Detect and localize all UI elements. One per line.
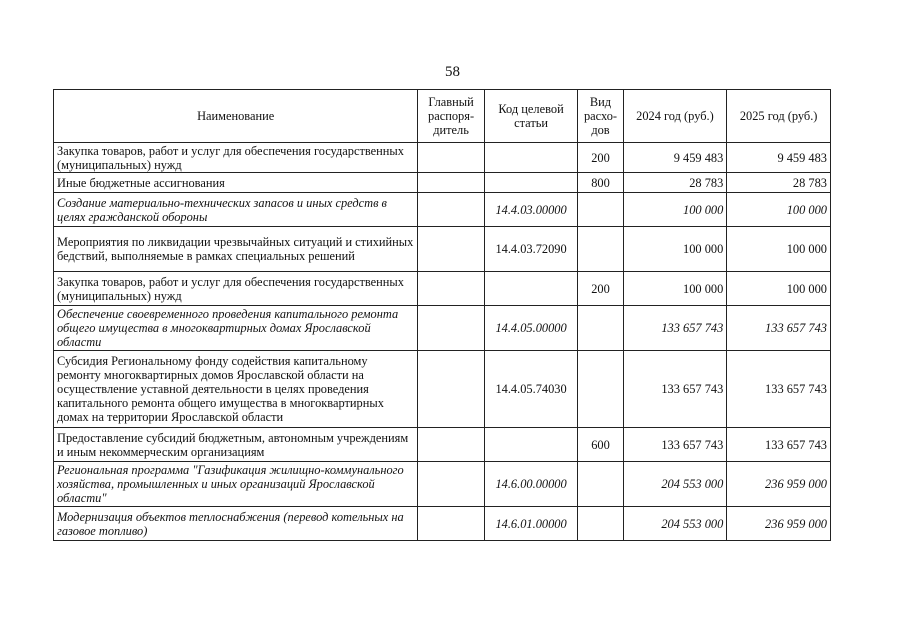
cell-2024: 204 553 000 bbox=[623, 507, 727, 541]
cell-type bbox=[578, 193, 623, 227]
header-main-admin: Главный распоря-дитель bbox=[418, 90, 484, 143]
header-name: Наименование bbox=[54, 90, 418, 143]
cell-name: Иные бюджетные ассигнования bbox=[54, 173, 418, 193]
table-row bbox=[54, 143, 831, 173]
cell-2024: 28 783 bbox=[623, 173, 727, 193]
header-target-code: Код целевой статьи bbox=[484, 90, 578, 143]
cell-type: 200 bbox=[578, 143, 623, 173]
header-expense-type: Вид расхо-дов bbox=[578, 90, 623, 143]
cell-main-admin bbox=[418, 173, 484, 193]
cell-2024: 204 553 000 bbox=[623, 462, 727, 507]
cell-code: 14.4.03.00000 bbox=[484, 193, 578, 227]
table-row bbox=[54, 351, 831, 428]
cell-2025: 100 000 bbox=[727, 193, 831, 227]
cell-2024: 133 657 743 bbox=[623, 428, 727, 462]
cell-main-admin bbox=[418, 306, 484, 351]
cell-code bbox=[484, 428, 578, 462]
cell-name: Закупка товаров, работ и услуг для обеспечения государственных (муниципальных) нужд bbox=[54, 143, 418, 173]
cell-name: Модернизация объектов теплоснабжения (перевод котельных на газовое топливо) bbox=[54, 507, 418, 541]
cell-name: Создание материально-технических запасов и иных средств в целях гражданской обороны bbox=[54, 193, 418, 227]
cell-name: Мероприятия по ликвидации чрезвычайных ситуаций и стихийных бедствий, выполняемые в рамках специальных решений bbox=[54, 227, 418, 272]
cell-main-admin bbox=[418, 428, 484, 462]
cell-2024: 9 459 483 bbox=[623, 143, 727, 173]
table-header-row bbox=[54, 90, 831, 143]
table-row bbox=[54, 462, 831, 507]
header-year-2024: 2024 год (руб.) bbox=[623, 90, 727, 143]
cell-type: 800 bbox=[578, 173, 623, 193]
cell-type bbox=[578, 351, 623, 428]
cell-2025: 133 657 743 bbox=[727, 351, 831, 428]
cell-main-admin bbox=[418, 351, 484, 428]
cell-name: Обеспечение своевременного проведения капитального ремонта общего имущества в многоквартирных домах Ярославской области bbox=[54, 306, 418, 351]
cell-name: Предоставление субсидий бюджетным, автономным учреждениям и иным некоммерческим организациям bbox=[54, 428, 418, 462]
page-number: 58 bbox=[445, 64, 460, 80]
cell-type bbox=[578, 306, 623, 351]
cell-name: Закупка товаров, работ и услуг для обеспечения государственных (муниципальных) нужд bbox=[54, 272, 418, 306]
table-row bbox=[54, 173, 831, 193]
cell-main-admin bbox=[418, 462, 484, 507]
cell-type bbox=[578, 462, 623, 507]
budget-table bbox=[53, 89, 831, 541]
cell-2025: 9 459 483 bbox=[727, 143, 831, 173]
cell-main-admin bbox=[418, 193, 484, 227]
cell-code: 14.4.05.00000 bbox=[484, 306, 578, 351]
cell-2024: 100 000 bbox=[623, 193, 727, 227]
table-row bbox=[54, 306, 831, 351]
cell-2025: 236 959 000 bbox=[727, 462, 831, 507]
table-row bbox=[54, 507, 831, 541]
table-row bbox=[54, 227, 831, 272]
cell-2025: 133 657 743 bbox=[727, 306, 831, 351]
cell-code bbox=[484, 272, 578, 306]
cell-2025: 100 000 bbox=[727, 272, 831, 306]
cell-type: 200 bbox=[578, 272, 623, 306]
cell-code: 14.4.03.72090 bbox=[484, 227, 578, 272]
cell-main-admin bbox=[418, 272, 484, 306]
cell-main-admin bbox=[418, 143, 484, 173]
cell-name: Субсидия Региональному фонду содействия капитальному ремонту многоквартирных домов Ярославской области на осуществление уставной деятельности в целях проведения капитального ремонта общего имущества в многоквартирных домах на территории Ярославской области bbox=[54, 351, 418, 428]
cell-2025: 100 000 bbox=[727, 227, 831, 272]
cell-code bbox=[484, 173, 578, 193]
table-row bbox=[54, 272, 831, 306]
cell-code: 14.6.01.00000 bbox=[484, 507, 578, 541]
cell-name: Региональная программа "Газификация жилищно-коммунального хозяйства, промышленных и иных организаций Ярославской области" bbox=[54, 462, 418, 507]
cell-2024: 100 000 bbox=[623, 227, 727, 272]
header-year-2025: 2025 год (руб.) bbox=[727, 90, 831, 143]
cell-2024: 133 657 743 bbox=[623, 306, 727, 351]
cell-2024: 133 657 743 bbox=[623, 351, 727, 428]
cell-2025: 236 959 000 bbox=[727, 507, 831, 541]
cell-main-admin bbox=[418, 227, 484, 272]
cell-2024: 100 000 bbox=[623, 272, 727, 306]
cell-type: 600 bbox=[578, 428, 623, 462]
table-row bbox=[54, 428, 831, 462]
cell-2025: 28 783 bbox=[727, 173, 831, 193]
cell-type bbox=[578, 507, 623, 541]
cell-code bbox=[484, 143, 578, 173]
cell-code: 14.4.05.74030 bbox=[484, 351, 578, 428]
cell-code: 14.6.00.00000 bbox=[484, 462, 578, 507]
cell-type bbox=[578, 227, 623, 272]
cell-main-admin bbox=[418, 507, 484, 541]
table-row bbox=[54, 193, 831, 227]
cell-2025: 133 657 743 bbox=[727, 428, 831, 462]
